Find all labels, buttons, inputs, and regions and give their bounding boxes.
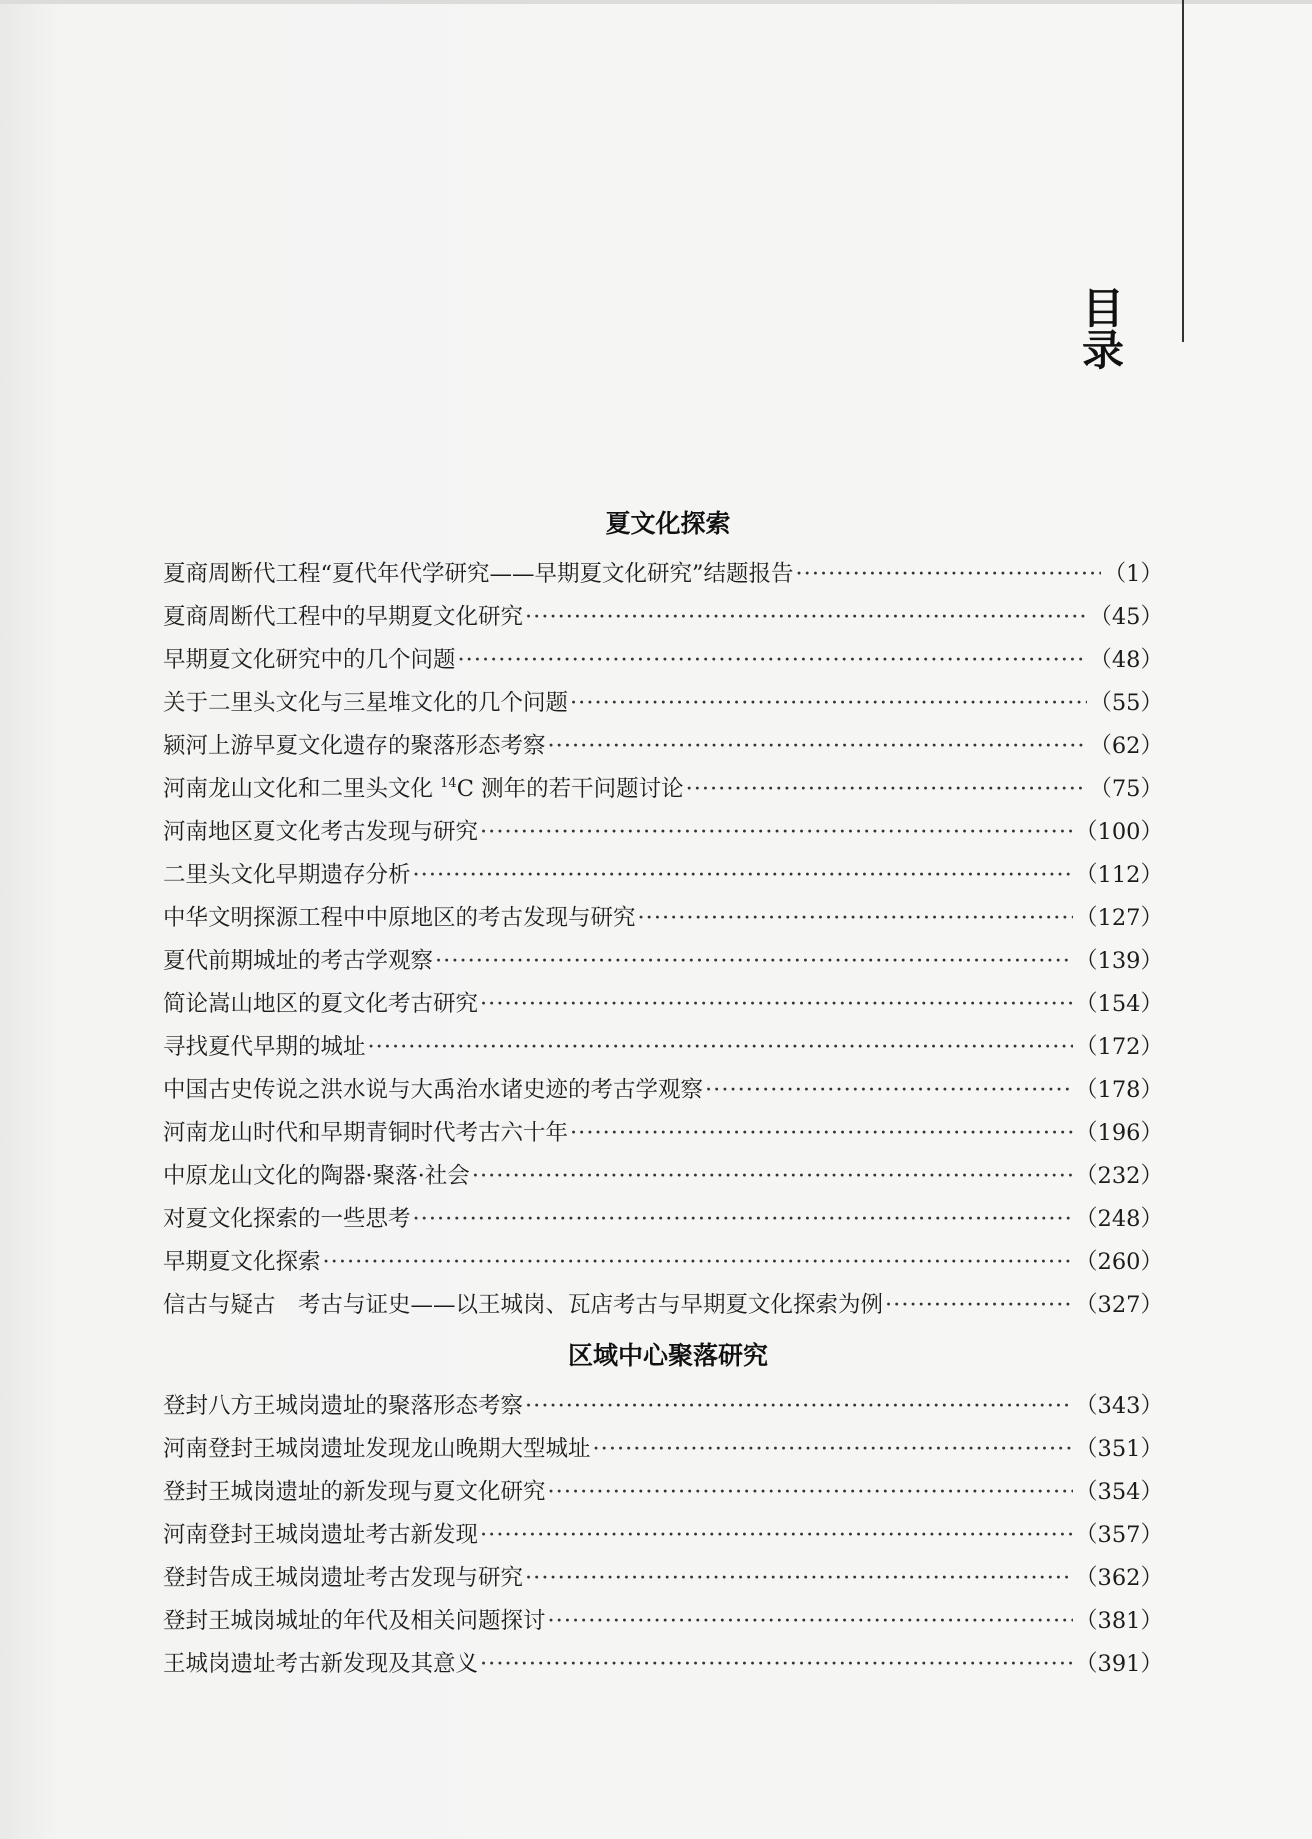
entry-title: 简论嵩山地区的夏文化考古研究	[163, 991, 479, 1017]
top-edge	[0, 0, 1312, 4]
toc-entry[interactable]	[163, 725, 1163, 768]
entry-title-post: C 测年的若干问题讨论	[456, 776, 684, 802]
section-heading-xia-culture: 夏文化探索	[605, 509, 731, 538]
entry-page: （232）	[1075, 1163, 1163, 1189]
dot-leader	[458, 639, 1088, 682]
toc-entry[interactable]	[163, 1385, 1163, 1428]
entry-title: 颍河上游早夏文化遗存的聚落形态考察	[163, 733, 546, 759]
entry-page: （391）	[1075, 1651, 1163, 1677]
margin-rule	[1182, 0, 1184, 342]
entry-title: 中原龙山文化的陶器·聚落·社会	[163, 1163, 470, 1189]
entry-page: （48）	[1089, 647, 1163, 673]
toc-entry[interactable]	[163, 1198, 1163, 1241]
toc-entry[interactable]	[163, 811, 1163, 854]
entry-title: 夏代前期城址的考古学观察	[163, 948, 434, 974]
entry-page: （127）	[1075, 905, 1163, 931]
toc-entry[interactable]	[163, 1284, 1163, 1327]
entry-title: 登封王城岗遗址的新发现与夏文化研究	[163, 1479, 546, 1505]
dot-leader	[885, 1284, 1073, 1327]
entry-title: 信古与疑古 考古与证史——以王城岗、瓦店考古与早期夏文化探索为例	[163, 1292, 884, 1318]
dot-leader	[480, 811, 1073, 854]
toc-entry[interactable]	[163, 897, 1163, 940]
toc-entry[interactable]	[163, 1241, 1163, 1284]
toc-entry[interactable]	[163, 1643, 1163, 1686]
dot-leader	[570, 682, 1087, 725]
entry-page: （75）	[1089, 776, 1163, 802]
dot-leader	[480, 1643, 1073, 1686]
dot-leader	[525, 596, 1087, 639]
entry-title: 河南龙山时代和早期青铜时代考古六十年	[163, 1120, 569, 1146]
toc-entry[interactable]	[163, 1428, 1163, 1471]
page-title: 目录	[1081, 284, 1172, 375]
entry-page: （327）	[1075, 1292, 1163, 1318]
entry-title: 对夏文化探索的一些思考	[163, 1206, 411, 1232]
dot-leader	[525, 1557, 1073, 1600]
entry-title: 关于二里头文化与三星堆文化的几个问题	[163, 690, 569, 716]
toc-entry[interactable]	[163, 1557, 1163, 1600]
entry-title	[163, 768, 684, 811]
dot-leader	[705, 1069, 1073, 1112]
toc-entry[interactable]	[163, 854, 1163, 897]
dot-leader	[413, 854, 1074, 897]
dot-leader	[593, 1428, 1074, 1471]
dot-leader	[480, 1514, 1073, 1557]
dot-leader	[548, 1471, 1074, 1514]
entry-title: 二里头文化早期遗存分析	[163, 862, 411, 888]
entry-page: （354）	[1075, 1479, 1163, 1505]
dot-leader	[525, 1385, 1073, 1428]
entry-title: 中国古史传说之洪水说与大禹治水诸史迹的考古学观察	[163, 1077, 704, 1103]
entry-page: （381）	[1075, 1608, 1163, 1634]
toc-entry[interactable]	[163, 553, 1163, 596]
toc-entry[interactable]	[163, 1026, 1163, 1069]
dot-leader	[368, 1026, 1074, 1069]
toc-entry[interactable]	[163, 596, 1163, 639]
dot-leader	[638, 897, 1074, 940]
toc-entry[interactable]	[163, 1471, 1163, 1514]
toc-entry[interactable]	[163, 1069, 1163, 1112]
toc-entry[interactable]	[163, 639, 1163, 682]
entry-title-pre: 河南龙山文化和二里头文化	[163, 776, 441, 802]
entry-title: 早期夏文化探索	[163, 1249, 321, 1275]
toc-entry[interactable]	[163, 1600, 1163, 1643]
entry-page: （55）	[1089, 690, 1163, 716]
dot-leader	[435, 940, 1073, 983]
dot-leader	[548, 725, 1088, 768]
entry-title: 早期夏文化研究中的几个问题	[163, 647, 456, 673]
entry-page: （172）	[1075, 1034, 1163, 1060]
entry-page: （1）	[1103, 561, 1163, 587]
entry-page: （351）	[1075, 1436, 1163, 1462]
entry-title: 中华文明探源工程中中原地区的考古发现与研究	[163, 905, 636, 931]
entry-page: （100）	[1075, 819, 1163, 845]
entry-page: （112）	[1075, 862, 1163, 888]
dot-leader	[472, 1155, 1073, 1198]
entry-title: 寻找夏代早期的城址	[163, 1034, 366, 1060]
superscript-14: 14	[440, 776, 457, 791]
entry-title: 夏商周断代工程“夏代年代学研究——早期夏文化研究”结题报告	[163, 561, 794, 587]
entry-page: （178）	[1075, 1077, 1163, 1103]
entry-page: （154）	[1075, 991, 1163, 1017]
entry-title: 河南地区夏文化考古发现与研究	[163, 819, 479, 845]
entry-title: 登封王城岗城址的年代及相关问题探讨	[163, 1608, 546, 1634]
entry-page: （45）	[1089, 604, 1163, 630]
entry-page: （196）	[1075, 1120, 1163, 1146]
entry-title: 河南登封王城岗遗址考古新发现	[163, 1522, 479, 1548]
dot-leader	[548, 1600, 1074, 1643]
dot-leader	[413, 1198, 1074, 1241]
entry-page: （62）	[1089, 733, 1163, 759]
dot-leader	[686, 768, 1088, 811]
dot-leader	[323, 1241, 1074, 1284]
toc-entry[interactable]	[163, 940, 1163, 983]
entry-title: 登封八方王城岗遗址的聚落形态考察	[163, 1393, 524, 1419]
toc-entry[interactable]	[163, 1112, 1163, 1155]
entry-page: （343）	[1075, 1393, 1163, 1419]
toc-entry[interactable]	[163, 1155, 1163, 1198]
dot-leader	[480, 983, 1073, 1026]
toc-entry[interactable]	[163, 1514, 1163, 1557]
dot-leader	[570, 1112, 1073, 1155]
toc-entry[interactable]	[163, 682, 1163, 725]
entry-title: 河南登封王城岗遗址发现龙山晚期大型城址	[163, 1436, 591, 1462]
entry-title: 登封告成王城岗遗址考古发现与研究	[163, 1565, 524, 1591]
entry-page: （357）	[1075, 1522, 1163, 1548]
entry-title: 王城岗遗址考古新发现及其意义	[163, 1651, 479, 1677]
section-heading-regional-settlements: 区域中心聚落研究	[567, 1341, 768, 1370]
table-of-contents	[163, 495, 1163, 1686]
entry-page: （362）	[1075, 1565, 1163, 1591]
dot-leader	[796, 553, 1101, 596]
entry-page: （248）	[1075, 1206, 1163, 1232]
entry-page: （139）	[1075, 948, 1163, 974]
entry-page: （260）	[1075, 1249, 1163, 1275]
toc-entry[interactable]	[163, 983, 1163, 1026]
toc-entry[interactable]	[163, 768, 1163, 811]
entry-title: 夏商周断代工程中的早期夏文化研究	[163, 604, 524, 630]
